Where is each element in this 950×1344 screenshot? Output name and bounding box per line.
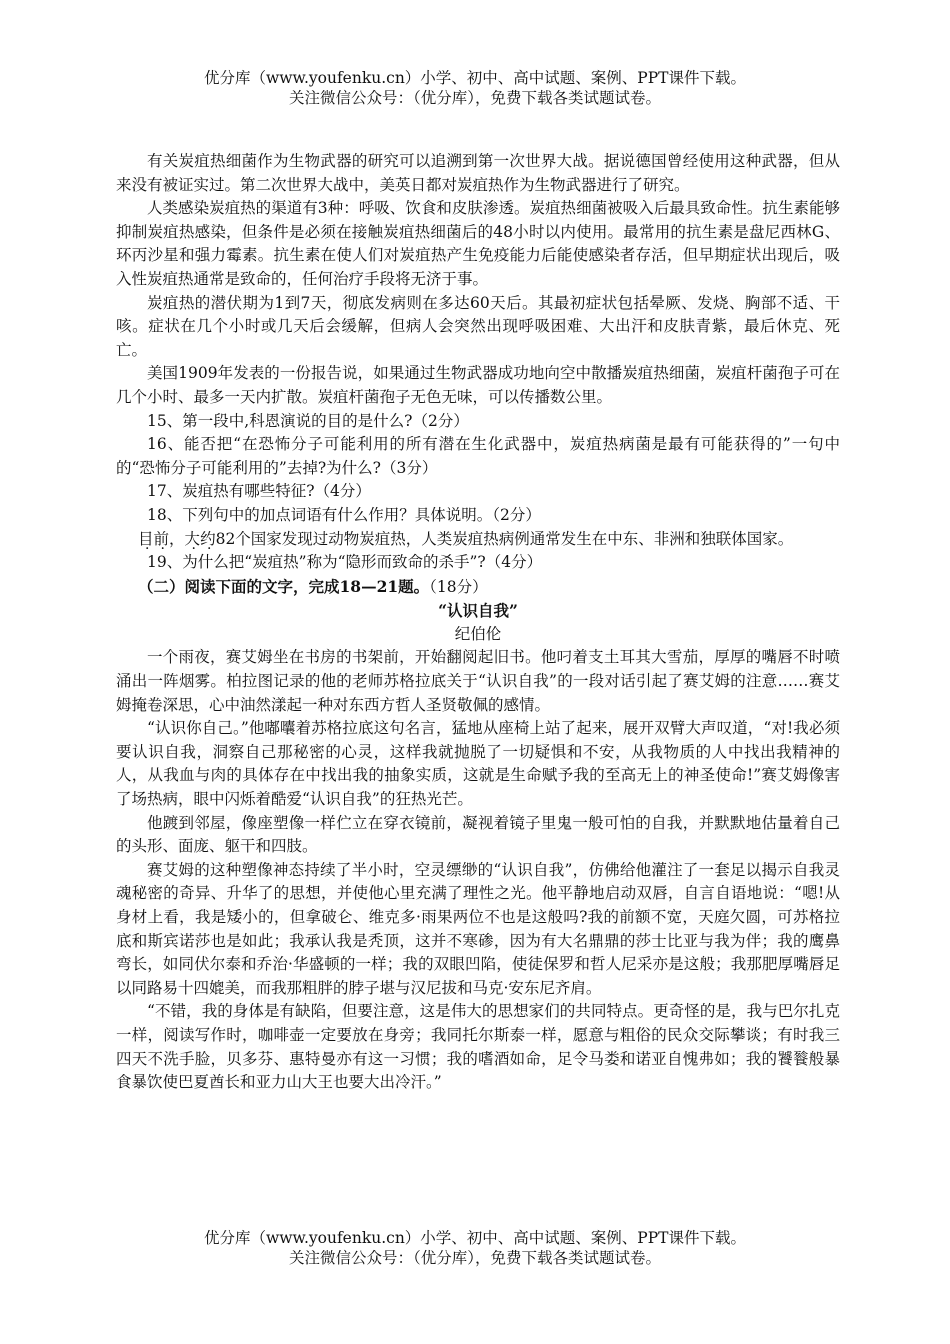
page-header bbox=[0, 68, 950, 108]
article-paragraph-1: 一个雨夜，赛艾姆坐在书房的书架前，开始翻阅起旧书。他叼着支土耳其大雪茄，厚厚的嘴唇不时喷涌出一阵烟雾。柏拉图记录的他的老师苏格拉底关于“认识自我”的一段对话引起了赛艾姆的注意……赛艾姆掩卷深思，心中油然漾起一种对东西方哲人圣贤敬佩的感情。 bbox=[116, 648, 840, 714]
paragraph-4: 美国1909年发表的一份报告说，如果通过生物武器成功地向空中散播炭疽热细菌，炭疽杆菌孢子可在几个小时、最多一天内扩散。炭疽杆菌孢子无色无味，可以传播数公里。 bbox=[116, 364, 840, 406]
question-18-example bbox=[116, 528, 840, 552]
paragraph-3: 炭疽热的潜伏期为1到7天，彻底发病则在多达60天后。其最初症状包括晕厥、发烧、胸部不适、干咳。症状在几个小时或几天后会缓解，但病人会突然出现呼吸困难、大出汗和皮肤青紫，最后休克、死亡。 bbox=[116, 293, 840, 359]
article-paragraph-4: 赛艾姆的这种塑像神态持续了半小时，空灵缥缈的“认识自我”，仿佛给他灌注了一套足以揭示自我灵魂秘密的奇异、升华了的思想，并使他心里充满了理性之光。他平静地启动双唇，自言自语地说：“嗯!从身材上看，我是矮小的，但拿破仑、维克多·雨果两位不也是这般吗?我的前额不宽，天庭欠圆，可苏格拉底和斯宾诺莎也是如此；我承认我是秃顶，这并不寒碜，因为有大名鼎鼎的莎士比亚与我为伴；我的鹰鼻弯长，如同伏尔泰和乔治·华盛顿的一样；我的双眼凹陷，使徒保罗和哲人尼采亦是这般；我那肥厚嘴唇足以同路易十四媲美，而我那粗胖的脖子堪与汉尼拔和马克·安东尼齐肩。 bbox=[116, 860, 840, 997]
example-rest: 82个国家发现过动物炭疽热，人类炭疽热病例通常发生在中东、非洲和独联体国家。 bbox=[215, 529, 794, 548]
footer-line-2: 关注微信公众号：（优分库），免费下载各类试题试卷。 bbox=[288, 1249, 661, 1267]
dotted-word-qian: 前 bbox=[153, 529, 170, 548]
article-author: 纪伯伦 bbox=[454, 624, 502, 643]
question-17: 17、炭疽热有哪些特征?（4分） bbox=[147, 482, 371, 501]
header-line-1: 优分库（www.youfenku.cn）小学、初中、高中试题、案例、PPT课件下载。 bbox=[203, 69, 747, 87]
document-body bbox=[116, 150, 840, 1095]
example-comma: ， bbox=[169, 529, 185, 548]
article-paragraph-2: “认识你自己。”他嘟囔着苏格拉底这句名言，猛地从座椅上站了起来，展开双臂大声叹道，“对!我必须要认识自我，洞察自己那秘密的心灵，这样我就抛脱了一切疑惧和不安，从我物质的人中找出我精神的人，从我血与肉的具体存在中找出我的抽象实质，这就是生命赋予我的至高无上的神圣使命!”赛艾姆像害了场热病，眼中闪烁着酷爱“认识自我”的狂热光芒。 bbox=[116, 719, 840, 809]
header-line-2: 关注微信公众号：（优分库），免费下载各类试题试卷。 bbox=[288, 89, 661, 107]
question-19: 19、为什么把“炭疽热”称为“隐形而致命的杀手”?（4分） bbox=[147, 553, 543, 572]
page-footer bbox=[0, 1228, 950, 1268]
section-2-heading bbox=[116, 575, 840, 600]
dotted-word-da: 大 bbox=[184, 529, 201, 548]
question-15: 15、第一段中,科恩演说的目的是什么?（2分） bbox=[147, 411, 469, 430]
article-paragraph-5: “不错，我的身体是有缺陷，但要注意，这是伟大的思想家们的共同特点。更奇怪的是，我与巴尔扎克一样，阅读写作时，咖啡壶一定要放在身旁；我同托尔斯泰一样，愿意与粗俗的民众交际攀谈；有时我三四天不洗手脸，贝多芬、惠特曼亦有这一习惯；我的嗜酒如命，足令马娄和诺亚自愧弗如；我的饕餮般暴食暴饮使巴夏酋长和亚力山大王也要大出冷汗。” bbox=[116, 1002, 840, 1092]
dotted-word-yue: 约 bbox=[200, 529, 216, 548]
question-18: 18、下列句中的加点词语有什么作用？具体说明。（2分） bbox=[147, 505, 541, 524]
dotted-word-mu: 目 bbox=[138, 529, 154, 548]
section-2-title: （二）阅读下面的文字，完成18—21题。 bbox=[138, 576, 430, 596]
footer-line-1: 优分库（www.youfenku.cn）小学、初中、高中试题、案例、PPT课件下载。 bbox=[203, 1229, 747, 1247]
paragraph-1: 有关炭疽热细菌作为生物武器的研究可以追溯到第一次世界大战。据说德国曾经使用这种武器，但从来没有被证实过。第二次世界大战中，美英日都对炭疽热作为生物武器进行了研究。 bbox=[116, 152, 840, 194]
paragraph-2: 人类感染炭疽热的渠道有3种：呼吸、饮食和皮肤渗透。炭疽热细菌被吸入后最具致命性。抗生素能够抑制炭疽热感染，但条件是必须在接触炭疽热细菌后的48小时以内使用。最常用的抗生素是盘尼西林G、环丙沙星和强力霉素。抗生素在使人们对炭疽热产生免疫能力后能使感染者存活，但早期症状出现后，吸入性炭疽热通常是致命的，任何治疗手段将无济于事。 bbox=[116, 199, 840, 288]
section-2-score: （18分） bbox=[429, 577, 488, 596]
article-paragraph-3: 他踱到邻屋，像座塑像一样伫立在穿衣镜前，凝视着镜子里鬼一般可怕的自我，并默默地估量着自己的头形、面庞、躯干和四肢。 bbox=[116, 813, 840, 856]
article-title: “认识自我” bbox=[438, 601, 518, 621]
question-16: 16、能否把“在恐怖分子可能利用的所有潜在生化武器中，炭疽热病菌是最有可能获得的”一句中的“恐怖分子可能利用的”去掉?为什么?（3分） bbox=[116, 435, 840, 477]
